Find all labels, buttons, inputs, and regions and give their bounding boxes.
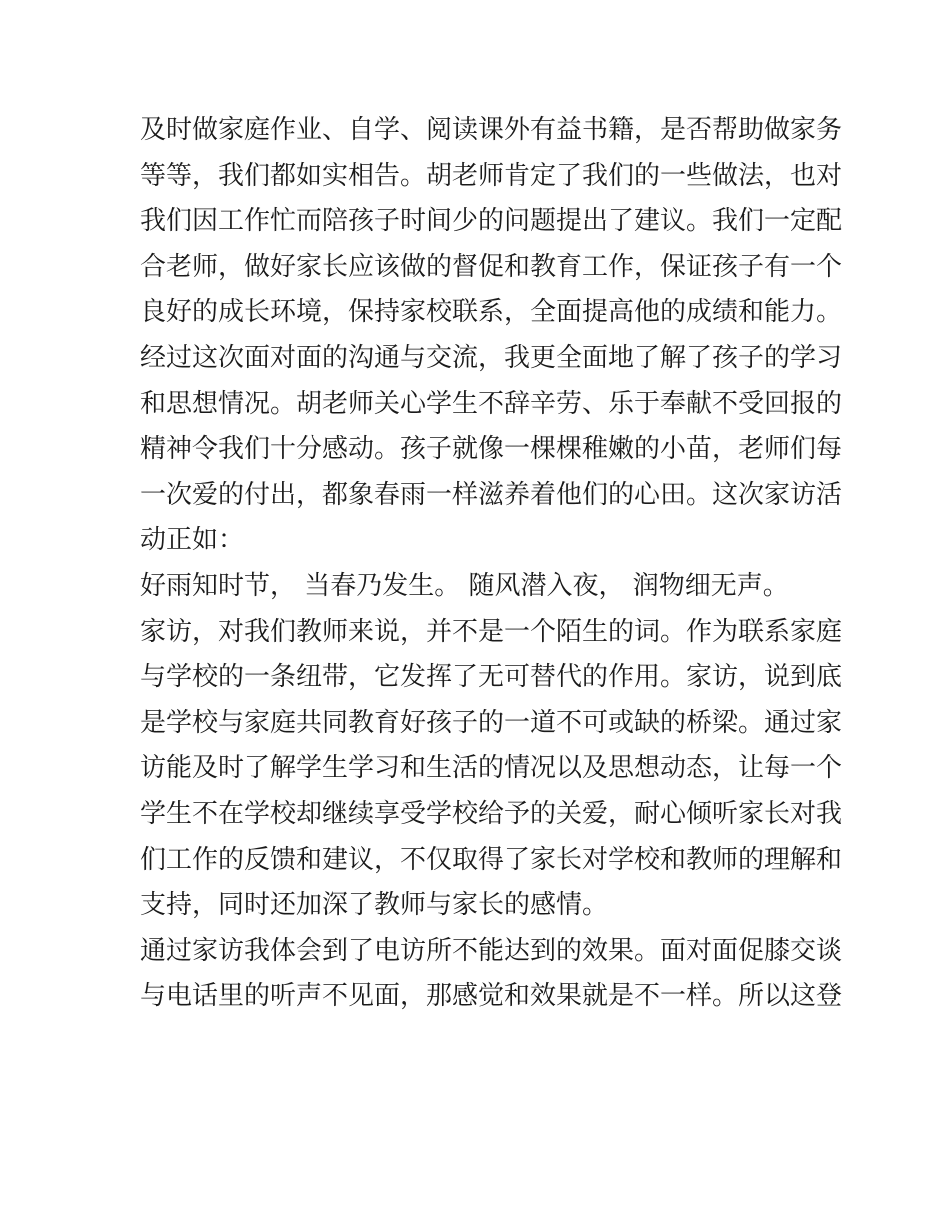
text-line: 学生不在学校却继续享受学校给予的关爱，耐心倾听家长对我 bbox=[140, 798, 843, 829]
text-line: 与电话里的听声不见面，那感觉和效果就是不一样。所以这登 bbox=[140, 981, 843, 1012]
text-line: 通过家访我体会到了电访所不能达到的效果。面对面促膝交谈 bbox=[140, 935, 843, 966]
text-line: 动正如： bbox=[140, 525, 245, 556]
text-line: 我们因工作忙而陪孩子时间少的问题提出了建议。我们一定配 bbox=[140, 206, 843, 237]
text-line: 等等，我们都如实相告。胡老师肯定了我们的一些做法，也对 bbox=[140, 160, 843, 191]
text-line: 支持，同时还加深了教师与家长的感情。 bbox=[140, 890, 609, 921]
text-line: 和思想情况。胡老师关心学生不辞辛劳、乐于奉献不受回报的 bbox=[140, 388, 843, 419]
text-line: 经过这次面对面的沟通与交流，我更全面地了解了孩子的学习 bbox=[140, 342, 843, 373]
text-line: 家访，对我们教师来说，并不是一个陌生的词。作为联系家庭 bbox=[140, 616, 843, 647]
text-line: 访能及时了解学生学习和生活的情况以及思想动态，让每一个 bbox=[140, 753, 843, 784]
text-line: 良好的成长环境，保持家校联系，全面提高他的成绩和能力。 bbox=[140, 297, 843, 328]
text-line: 们工作的反馈和建议，不仅取得了家长对学校和教师的理解和 bbox=[140, 844, 843, 875]
text-line: 是学校与家庭共同教育好孩子的一道不可或缺的桥梁。通过家 bbox=[140, 707, 843, 738]
text-line: 一次爱的付出，都象春雨一样滋养着他们的心田。这次家访活 bbox=[140, 479, 843, 510]
poem-line: 好雨知时节， 当春乃发生。 随风潜入夜， 润物细无声。 bbox=[140, 570, 789, 601]
text-line: 合老师，做好家长应该做的督促和教育工作，保证孩子有一个 bbox=[140, 251, 843, 282]
text-line: 精神令我们十分感动。孩子就像一棵棵稚嫩的小苗，老师们每 bbox=[140, 434, 843, 465]
text-line: 及时做家庭作业、自学、阅读课外有益书籍，是否帮助做家务 bbox=[140, 115, 843, 145]
document-body bbox=[140, 108, 843, 1020]
text-line: 与学校的一条纽带，它发挥了无可替代的作用。家访，说到底 bbox=[140, 662, 843, 693]
